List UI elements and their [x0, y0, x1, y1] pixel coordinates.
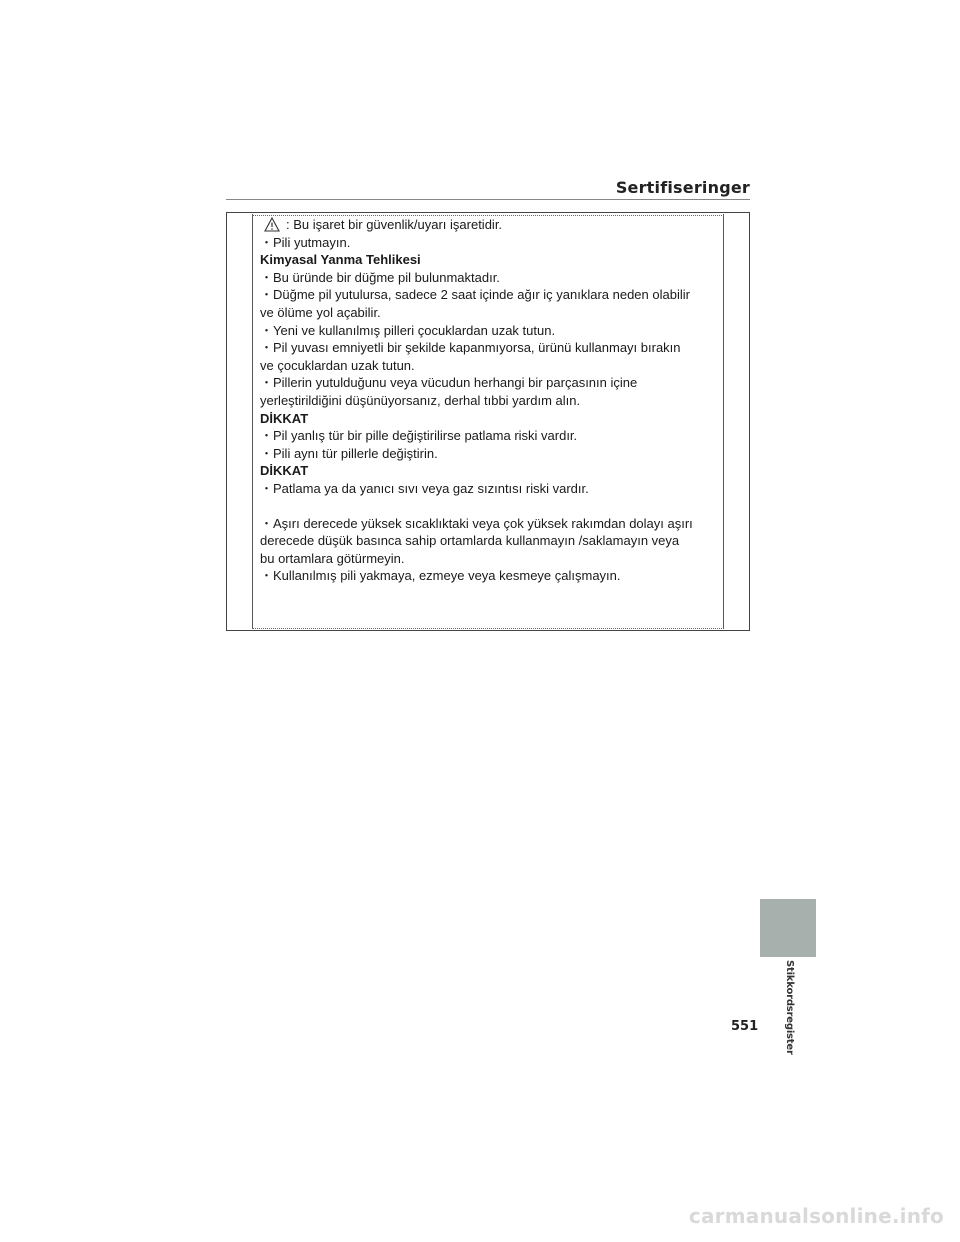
- notice-line: ・Pili aynı tür pillerle değiştirin.: [260, 445, 438, 461]
- notice-line: ・Pili yutmayın.: [260, 234, 351, 250]
- notice-line: ・Yeni ve kullanılmış pilleri çocuklardan uzak tutun.: [260, 322, 556, 338]
- notice-line: ve çocuklardan uzak tutun.: [260, 357, 415, 373]
- page-number: 551: [731, 1019, 759, 1034]
- notice-line: bu ortamlara götürmeyin.: [260, 550, 405, 566]
- notice-line: ve ölüme yol açabilir.: [260, 304, 381, 320]
- notice-line: derecede düşük basınca sahip ortamlarda kullanmayın /saklamayın veya: [260, 533, 680, 549]
- header-divider: [226, 199, 750, 200]
- notice-line: ・Pillerin yutulduğunu veya vücudun herhangi bir parçasının içine: [260, 375, 638, 391]
- notice-line: ・Pil yanlış tür bir pille değiştirilirse patlama riski vardır.: [260, 428, 578, 444]
- notice-line: ・Kullanılmış pili yakmaya, ezmeye veya kesmeye çalışmayın.: [260, 568, 621, 584]
- notice-line: ・Patlama ya da yanıcı sıvı veya gaz sızıntısı riski vardır.: [260, 480, 589, 496]
- notice-line: ・Bu üründe bir düğme pil bulunmaktadır.: [260, 269, 500, 285]
- notice-spacer: [260, 498, 720, 515]
- notice-line: ・Düğme pil yutulursa, sadece 2 saat içinde ağır iç yanıklara neden olabilir: [260, 287, 690, 303]
- notice-heading: Kimyasal Yanma Tehlikesi: [260, 252, 421, 268]
- notice-line: ・Aşırı derecede yüksek sıcaklıktaki veya çok yüksek rakımdan dolayı aşırı: [260, 515, 693, 531]
- notice-heading: DİKKAT: [260, 463, 309, 479]
- warning-triangle-icon: [264, 217, 280, 232]
- warning-line-text: : Bu işaret bir güvenlik/uyarı işaretidir.: [286, 217, 503, 232]
- notice-heading: DİKKAT: [260, 410, 309, 426]
- section-title: Sertifiseringer: [615, 178, 750, 197]
- chapter-tab-label: Stikkordsregister: [784, 960, 795, 1055]
- chapter-tab[interactable]: [760, 899, 816, 957]
- notice-line: ・Pil yuvası emniyetli bir şekilde kapanmıyorsa, ürünü kullanmayı bırakın: [260, 340, 681, 356]
- notice-content: [260, 216, 720, 585]
- watermark: carmanualsonline.info: [688, 1204, 944, 1228]
- notice-bottom-dotted-rule: [252, 628, 724, 629]
- warning-line: [260, 216, 720, 234]
- notice-line: yerleştirildiğini düşünüyorsanız, derhal tıbbi yardım alın.: [260, 392, 581, 408]
